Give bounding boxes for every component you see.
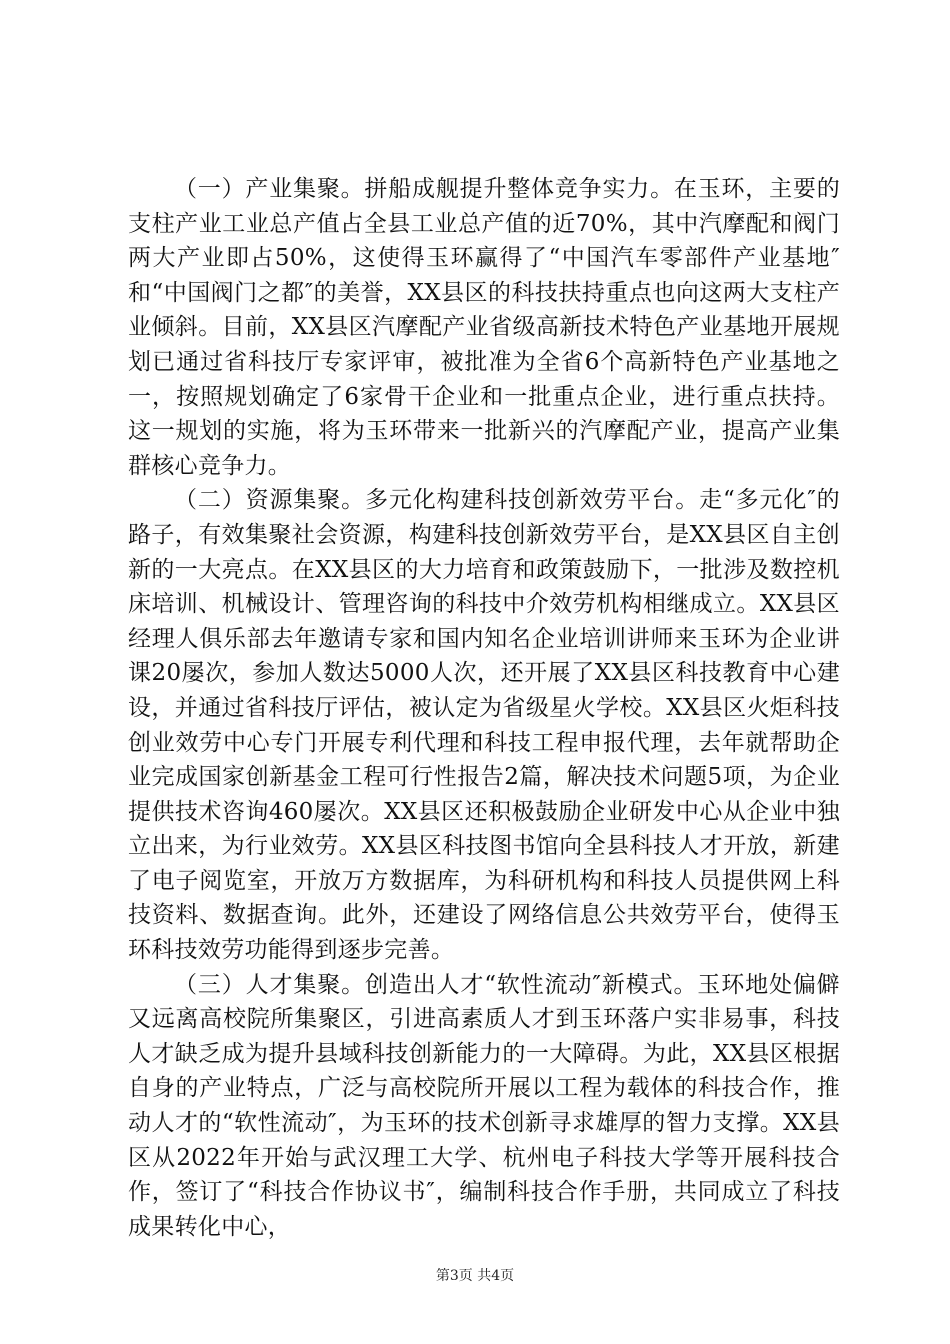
document-body xyxy=(128,172,840,1244)
paragraph-resource-cluster: （二）资源集聚。多元化构建科技创新效劳平台。走“多元化″的路子，有效集聚社会资源，构建科技创新效劳平台，是XX县区自主创新的一大亮点。在XX县区的大力培育和政策鼓励下，一批涉及数控机床培训、机械设计、管理咨询的科技中介效劳机构相继成立。XX县区经理人俱乐部去年邀请专家和国内知名企业培训讲师来玉环为企业讲课20屡次，参加人数达5000人次，还开展了XX县区科技教育中心建设，并通过省科技厅评估，被认定为省级星火学校。XX县区火炬科技创业效劳中心专门开展专利代理和科技工程申报代理，去年就帮助企业完成国家创新基金工程可行性报告2篇，解决技术问题5项，为企业提供技术咨询460屡次。XX县区还积极鼓励企业研发中心从企业中独立出来，为行业效劳。XX县区科技图书馆向全县科技人才开放，新建了电子阅览室，开放万方数据库，为科研机构和科技人员提供网上科技资料、数据查询。此外，还建设了网络信息公共效劳平台，使得玉环科技效劳功能得到逐步完善。 xyxy=(128,487,840,964)
paragraph-industry-cluster: （一）产业集聚。拼船成舰提升整体竞争实力。在玉环，主要的支柱产业工业总产值占全县工业总产值的近70%，其中汽摩配和阀门两大产业即占50%，这使得玉环赢得了“中国汽车零部件产业基地″和“中国阀门之都″的美誉，XX县区的科技扶持重点也向这两大支柱产业倾斜。目前，XX县区汽摩配产业省级高新技术特色产业基地开展规划已通过省科技厅专家评审，被批准为全省6个高新特色产业基地之一，按照规划确定了6家骨干企业和一批重点企业，进行重点扶持。这一规划的实施，将为玉环带来一批新兴的汽摩配产业，提高产业集群核心竞争力。 xyxy=(128,176,840,479)
paragraph-talent-cluster: （三）人才集聚。创造出人才“软性流动″新模式。玉环地处偏僻又远离高校院所集聚区，引进高素质人才到玉环落户实非易事，科技人才缺乏成为提升县域科技创新能力的一大障碍。为此，XX县区根据自身的产业特点，广泛与高校院所开展以工程为载体的科技合作，推动人才的“软性流动″，为玉环的技术创新寻求雄厚的智力支撑。XX县区从2022年开始与武汉理工大学、杭州电子科技大学等开展科技合作，签订了“科技合作协议书″，编制科技合作手册，共同成立了科技成果转化中心， xyxy=(128,971,840,1240)
page-number-footer: 第3页 共4页 xyxy=(435,1268,515,1284)
